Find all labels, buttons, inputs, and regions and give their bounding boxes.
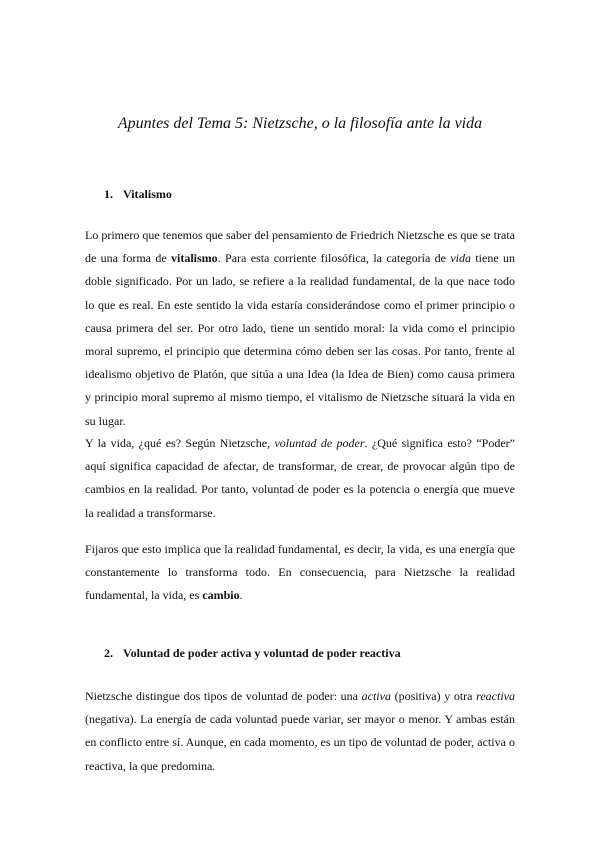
section-title: Voluntad de poder activa y voluntad de poder reactiva (123, 646, 401, 660)
paragraph-vitalismo-definition (85, 224, 515, 433)
text-run: (negativa). La energía de cada voluntad puede variar, ser mayor o menor. Y ambas están en conflicto entre sí. Aunque, en cada momento, es un tipo de voluntad de poder, activa o reactiva, la que predomina. (85, 712, 515, 773)
paragraph-cambio (85, 538, 515, 608)
italic-term-reactiva: reactiva (476, 689, 515, 703)
section-heading-vitalismo (104, 186, 172, 202)
bold-term-cambio: cambio (202, 588, 240, 603)
text-run: Y la vida, ¿qué es? Según Nietzsche, (85, 436, 275, 450)
italic-term-vida: vida (450, 251, 471, 266)
italic-term-activa: activa (361, 689, 391, 703)
text-run: . ¿Qué significa esto? “Poder” aquí significa capacidad de afectar, de transformar, de crear, de provocar algún tipo de cambios en la realidad. Por tanto, voluntad de poder es la potencia o energía que mueve la realidad a transformarse. (85, 436, 515, 520)
italic-term-voluntad-de-poder: voluntad de poder (274, 436, 365, 450)
text-run: . (239, 588, 243, 603)
text-run: Lo primero que tenemos que saber del pensamiento de Friedrich Nietzsche es que se trata de una forma de (85, 228, 515, 266)
section-title: Vitalismo (123, 187, 172, 201)
paragraph-tipos-voluntad (85, 685, 515, 778)
paragraph-voluntad-de-poder (85, 432, 515, 525)
text-run: . Para esta corriente filosófica, la categoría de (217, 251, 451, 266)
text-run: Fijaros que esto implica que la realidad fundamental, es decir, la vida, es una energía que constantemente lo transforma todo. En consecuencia, para Nietzsche la realidad fundamental, la vida, es (85, 542, 515, 603)
section-heading-voluntad-activa-reactiva (104, 645, 401, 661)
text-run: Nietzsche distingue dos tipos de voluntad de poder: una (85, 689, 362, 703)
text-run: (positiva) y otra (390, 689, 477, 703)
document-title: Apuntes del Tema 5: Nietzsche, o la filosofía ante la vida (117, 115, 483, 132)
text-run: tiene un doble significado. Por un lado, se refiere a la realidad fundamental, de la que nace todo lo que es real. En este sentido la vida estaría considerándose como el primer principio o causa primera del ser. Por otro lado, tiene un sentido moral: la vida como el principio moral supremo, el principio que determina cómo deben ser las cosas. Por tanto, frente al idealismo objetivo de Platón, que sitúa a una Idea (la Idea de Bien) como causa primera y principio moral supremo al mismo tiempo, el vitalismo de Nietzsche situará la vida en su lugar. (85, 251, 516, 428)
section-number: 2. (104, 646, 113, 660)
section-number: 1. (104, 187, 113, 201)
bold-term-vitalismo: vitalismo (171, 251, 218, 266)
